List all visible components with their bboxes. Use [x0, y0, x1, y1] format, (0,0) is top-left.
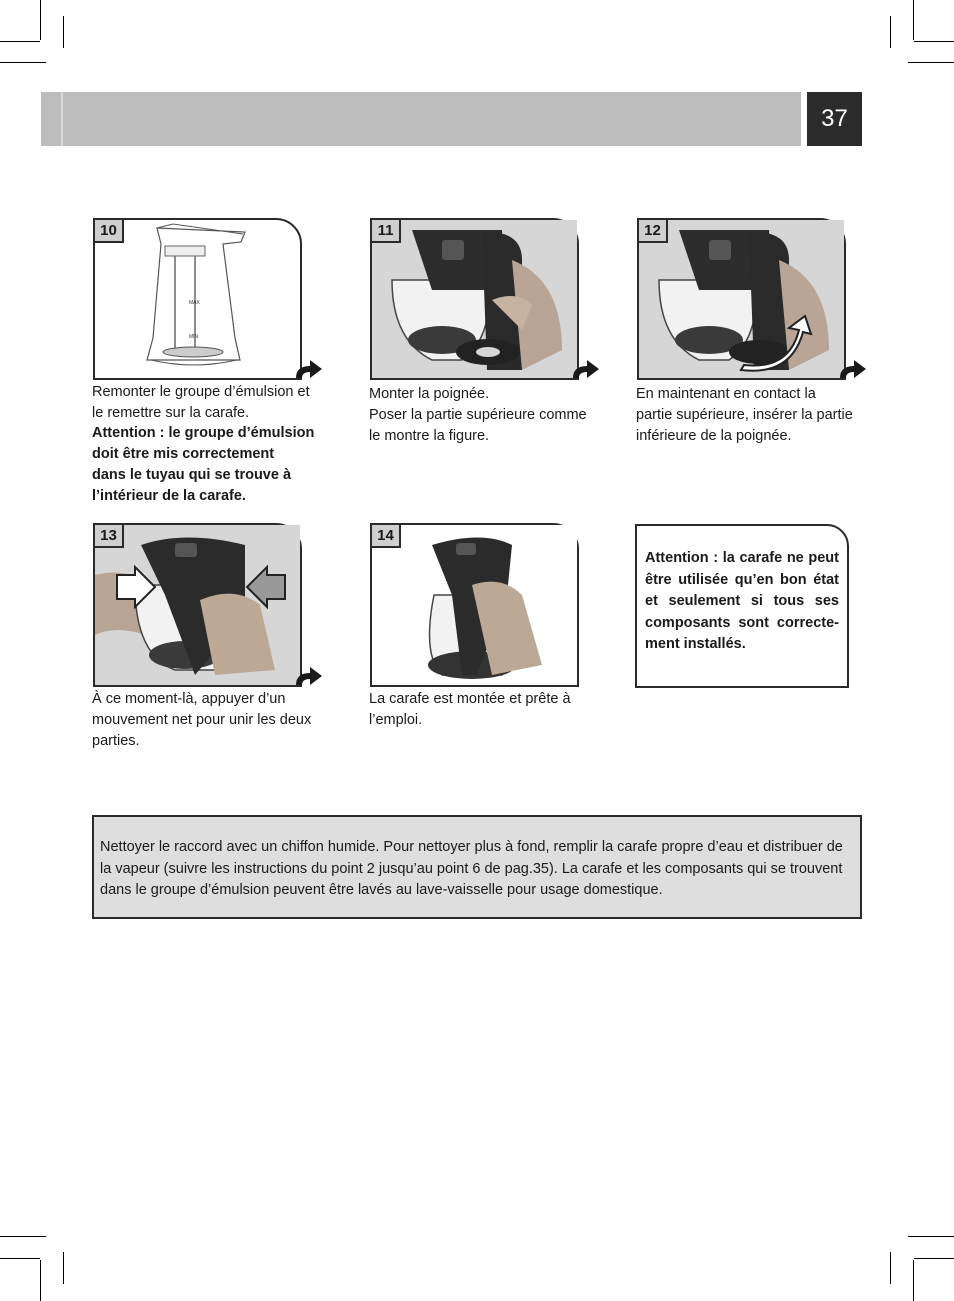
crop-mark	[913, 1260, 914, 1301]
crop-mark	[913, 0, 914, 40]
step-number: 14	[370, 523, 401, 548]
cleaning-note-text: Nettoyer le raccord avec un chiffon humide. Pour nettoyer plus à fond, remplir la carafe propre d’eau et distribuer de la vapeur (suivre les instructions du point 2 jusqu’au point 6 de pag.35). La carafe et les composants qui se trouvent dans le groupe d’émulsion peuvent être lavés au lave-vaisselle pour usage domestique.	[100, 839, 843, 898]
step-14-figure	[370, 523, 579, 687]
next-step-arrow-icon	[838, 358, 868, 380]
step-11-figure	[370, 218, 579, 380]
step-13-figure	[93, 523, 302, 687]
next-step-arrow-icon	[294, 358, 324, 380]
max-mark: MAX	[189, 300, 200, 306]
page-number: 37	[807, 92, 862, 146]
next-step-arrow-icon	[571, 358, 601, 380]
crop-mark	[63, 16, 64, 48]
crop-mark	[890, 16, 891, 48]
crop-mark	[0, 62, 46, 63]
min-mark: MIN	[189, 334, 199, 340]
step-number: 10	[93, 218, 124, 243]
step-10-caption: Remonter le groupe d’émulsion et le remettre sur la carafe. Attention : le groupe d’émulsion doit être mis correctement dans le tuyau qui se trouve à l’intérieur de la carafe.	[92, 384, 315, 504]
assembled-carafe-photo	[372, 525, 577, 685]
warning-text: Attention : la carafe ne peut être utilisée qu’en bon état et seulement si tous ses composants sont correcte-ment installés.	[645, 550, 839, 652]
step-12-caption: En maintenant en contact la partie supérieure, insérer la partie inférieure de la poignée.	[636, 386, 853, 444]
crop-mark	[40, 0, 41, 40]
step-number: 12	[637, 218, 668, 243]
header-bar	[41, 92, 801, 146]
next-step-arrow-icon	[294, 665, 324, 687]
crop-mark	[0, 41, 40, 42]
crop-mark	[63, 1252, 64, 1284]
step-10-figure	[93, 218, 302, 380]
step-14-caption: La carafe est montée et prête à l’emploi.	[369, 691, 571, 728]
crop-mark	[0, 1236, 46, 1237]
handle-assembly-photo	[372, 220, 577, 378]
crop-mark	[40, 1260, 41, 1301]
crop-mark	[908, 62, 954, 63]
step-12-figure	[637, 218, 846, 380]
crop-mark	[914, 41, 954, 42]
step-number: 11	[370, 218, 401, 243]
warning-box	[635, 524, 849, 688]
step-13-caption: À ce moment-là, appuyer d’un mouvement net pour unir les deux parties.	[92, 691, 312, 749]
crop-mark	[914, 1258, 954, 1259]
cleaning-note	[92, 815, 862, 919]
step-11-caption: Monter la poignée. Poser la partie supérieure comme le montre la figure.	[369, 386, 587, 444]
step-number: 13	[93, 523, 124, 548]
handle-insert-photo	[639, 220, 844, 378]
crop-mark	[0, 1258, 40, 1259]
crop-mark	[908, 1236, 954, 1237]
crop-mark	[890, 1252, 891, 1284]
handle-press-photo	[95, 525, 300, 685]
carafe-illustration	[95, 220, 300, 378]
